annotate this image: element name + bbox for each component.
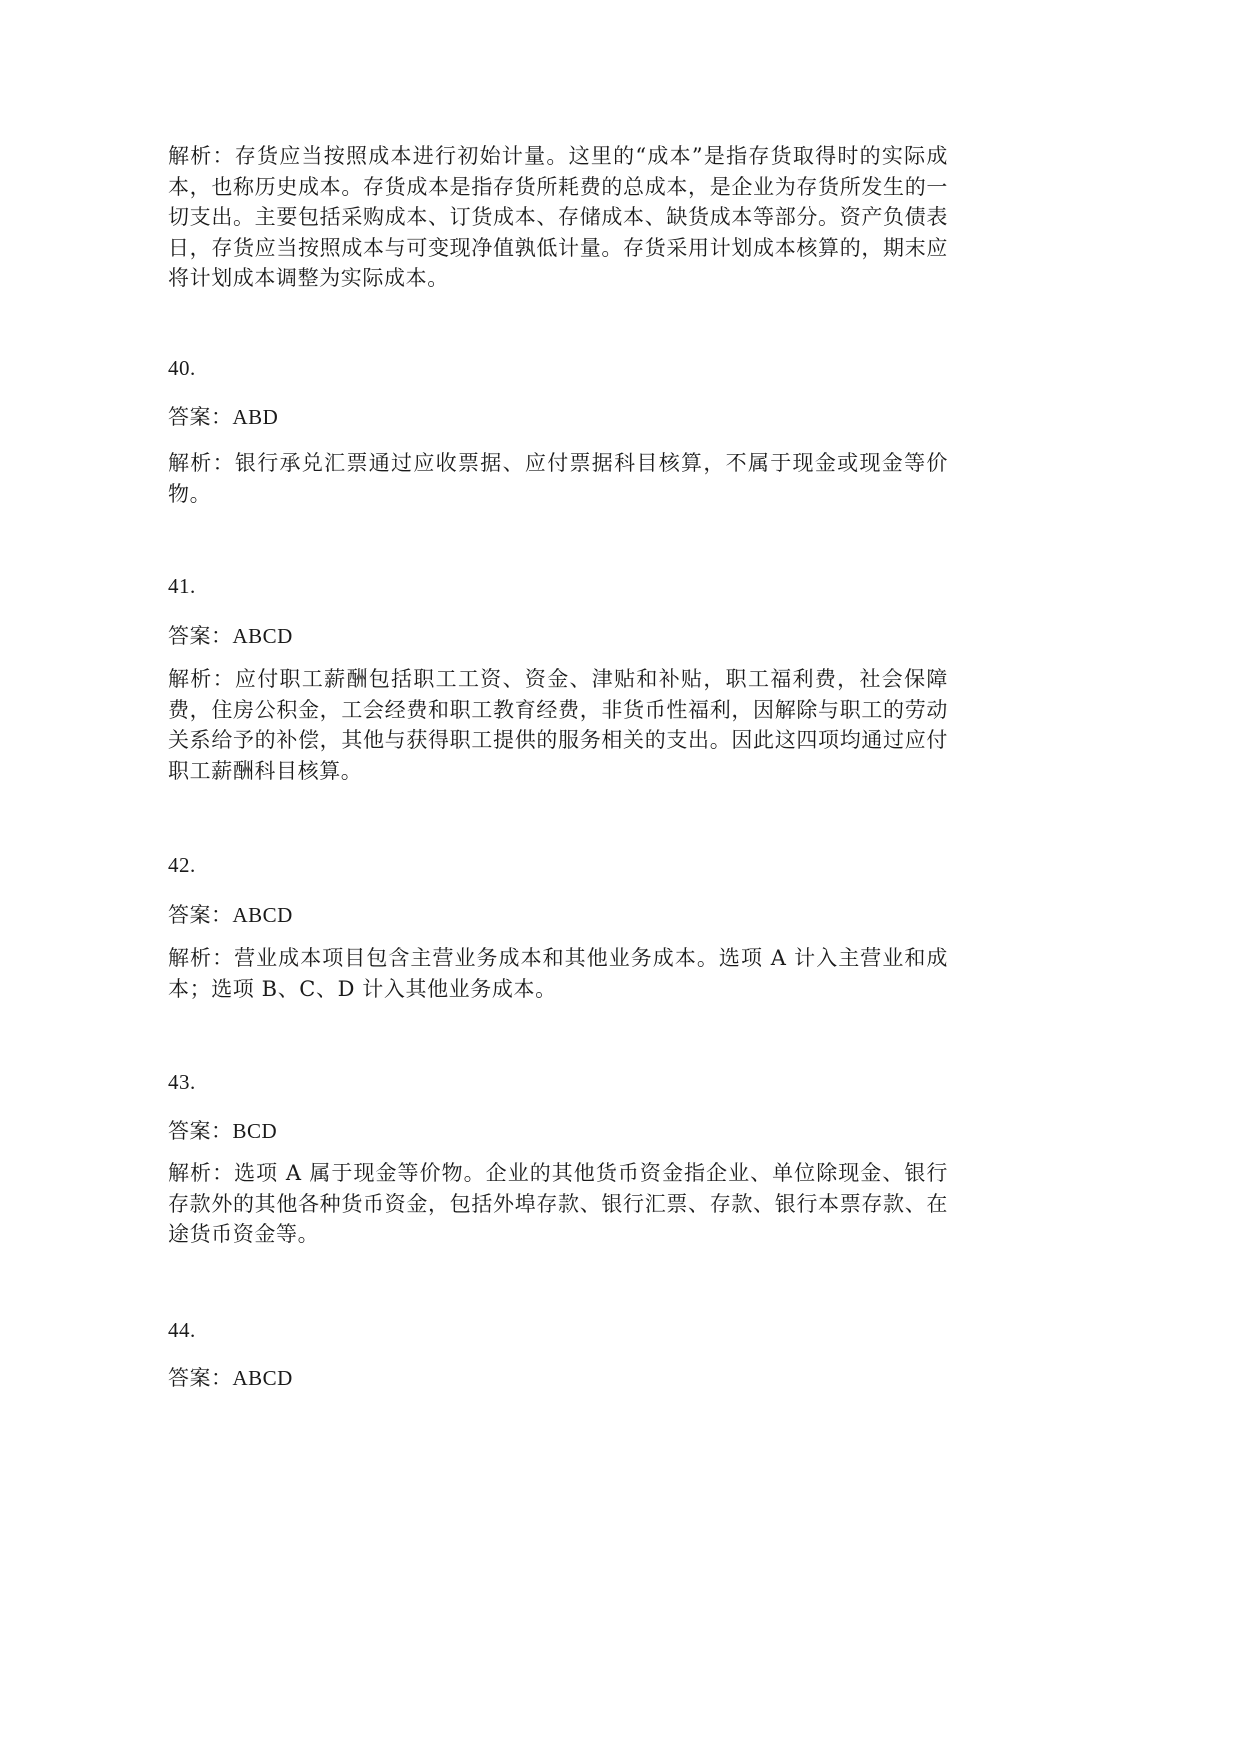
analysis-40: 解析：银行承兑汇票通过应收票据、应付票据科目核算，不属于现金或现金等价物。 [168,451,948,506]
answer-value: ABCD [232,903,293,927]
answer-44 [168,1362,293,1392]
answer-42 [168,899,293,929]
answer-label: 答案： [168,624,233,648]
answer-label: 答案： [168,1119,233,1143]
analysis-43: 解析：选项 A 属于现金等价物。企业的其他货币资金指企业、单位除现金、银行存款外的其他各种货币资金，包括外埠存款、银行汇票、存款、银行本票存款、在途货币资金等。 [168,1161,948,1246]
question-number-43: 43. [168,1070,196,1094]
answer-value: ABCD [232,1366,293,1390]
question-number-41: 41. [168,574,196,598]
answer-41 [168,620,293,650]
answer-label: 答案： [168,1366,233,1390]
answer-value: ABD [232,405,279,429]
question-number-44: 44. [168,1318,196,1342]
answer-value: BCD [232,1119,278,1143]
analysis-41: 解析：应付职工薪酬包括职工工资、资金、津贴和补贴，职工福利费，社会保障费，住房公积金，工会经费和职工教育经费，非货币性福利，因解除与职工的劳动关系给予的补偿，其他与获得职工提供的服务相关的支出。因此这四项均通过应付职工薪酬科目核算。 [168,667,948,783]
question-number-40: 40. [168,356,196,380]
answer-value: ABCD [232,624,293,648]
question-number-42: 42. [168,853,196,877]
analysis-42: 解析：营业成本项目包含主营业务成本和其他业务成本。选项 A 计入主营业和成本；选项 B、C、D 计入其他业务成本。 [168,946,948,1001]
answer-label: 答案： [168,903,233,927]
answer-label: 答案： [168,405,233,429]
analysis-39: 解析：存货应当按照成本进行初始计量。这里的“成本”是指存货取得时的实际成本，也称历史成本。存货成本是指存货所耗费的总成本，是企业为存货所发生的一切支出。主要包括采购成本、订货成本、存储成本、缺货成本等部分。资产负债表日，存货应当按照成本与可变现净值孰低计量。存货采用计划成本核算的，期末应将计划成本调整为实际成本。 [168,144,948,290]
answer-40 [168,401,278,431]
answer-43 [168,1115,277,1145]
